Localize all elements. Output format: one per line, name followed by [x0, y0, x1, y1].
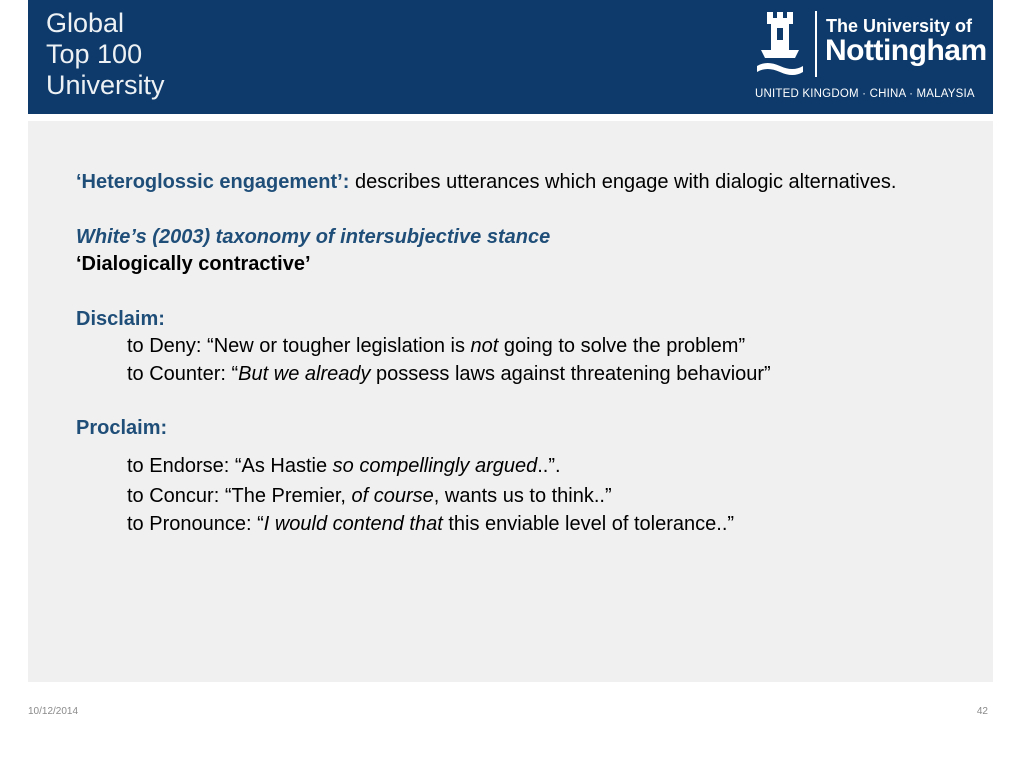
concur-text-end: , wants us to think..”: [433, 485, 612, 507]
deny-example: [76, 333, 936, 361]
endorse-emphasis: so compellingly argued: [332, 454, 538, 477]
endorse-text-end: ..”.: [537, 454, 561, 477]
endorse-text: to Endorse: “As Hastie: [127, 454, 333, 477]
pronounce-text: to Pronounce: “: [127, 512, 264, 535]
content-panel: [28, 121, 993, 682]
counter-emphasis: But we already: [238, 362, 371, 385]
definition-paragraph: [76, 169, 936, 197]
header-banner: [28, 0, 993, 114]
counter-text-end: possess laws against threatening behaviour”: [370, 362, 771, 385]
proclaim-heading: Proclaim:: [76, 417, 168, 439]
concur-text: to Concur: “The Premier,: [127, 485, 352, 507]
logo-divider: [815, 11, 817, 77]
pronounce-example: [76, 511, 936, 539]
concur-example: [76, 483, 936, 511]
pronounce-text-end: this enviable level of tolerance..”: [442, 512, 735, 535]
deny-text: to Deny: “New or tougher legislation is: [127, 335, 471, 357]
footer-date: 10/12/2014: [28, 706, 79, 717]
global-top-100-tagline: [46, 8, 165, 101]
taxonomy-title: White’s (2003) taxonomy of intersubjective stance: [76, 225, 551, 248]
tagline-line: Global: [46, 8, 125, 38]
definition-text: describes utterances which engage with dialogic alternatives.: [349, 171, 897, 193]
concur-emphasis: of course: [351, 485, 434, 507]
slide-body: [76, 169, 936, 538]
counter-example: [76, 361, 936, 389]
pronounce-emphasis: I would contend that: [263, 512, 443, 535]
logo-nottingham: Nottingham: [825, 34, 987, 67]
logo-campuses: UNITED KINGDOM · CHINA · MALAYSIA: [755, 88, 975, 100]
endorse-example: [76, 453, 936, 481]
page-number: 42: [976, 706, 988, 717]
deny-emphasis: not: [470, 335, 499, 357]
deny-text-end: going to solve the problem”: [498, 335, 746, 357]
tagline-line: University: [46, 70, 165, 100]
definition-term: ‘Heteroglossic engagement’:: [76, 171, 350, 193]
tagline-line: Top 100: [46, 39, 143, 69]
dialogically-contractive-subtitle: ‘Dialogically contractive’: [76, 253, 311, 275]
counter-text: to Counter: “: [127, 362, 239, 385]
disclaim-heading: Disclaim:: [76, 307, 165, 330]
logo-university-of: The University of: [826, 16, 973, 36]
university-logo: [755, 8, 985, 108]
castle-crest-icon: [755, 10, 805, 76]
